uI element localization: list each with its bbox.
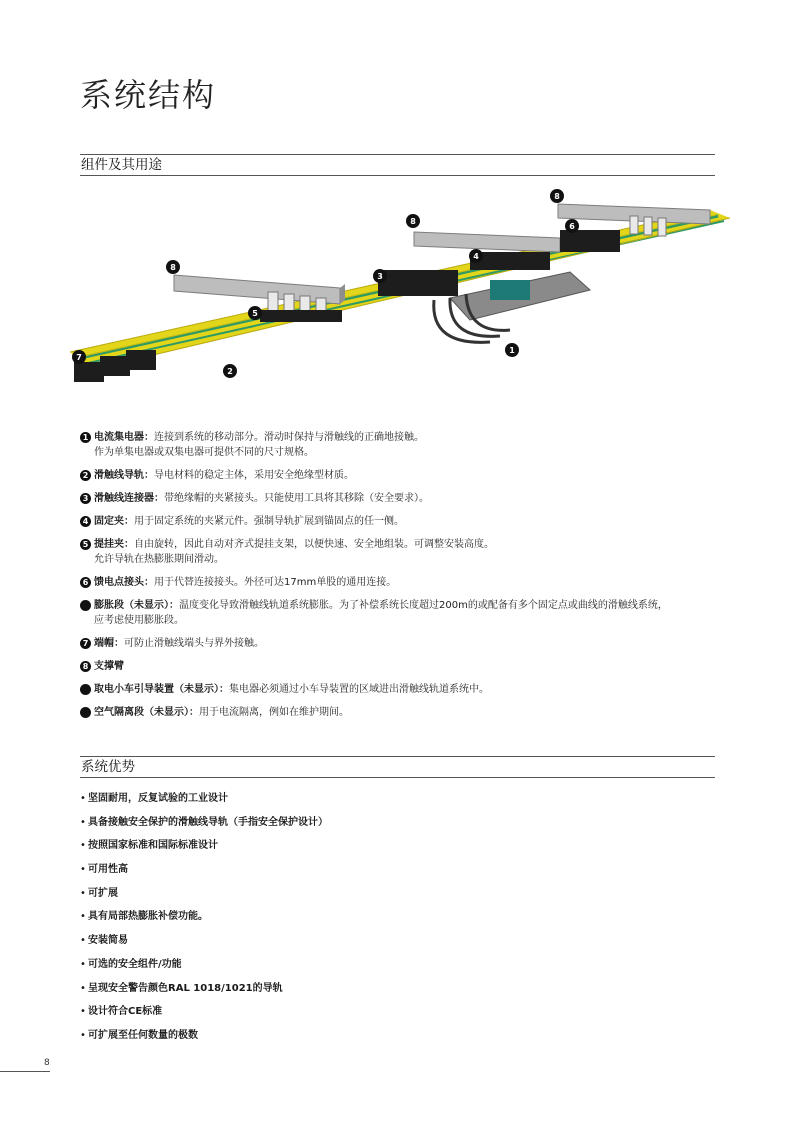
end-cap xyxy=(100,356,130,376)
legend-title: 电流集电器： xyxy=(94,432,154,443)
legend-marker: 2 xyxy=(80,470,91,481)
legend-item xyxy=(80,705,720,720)
support-arm xyxy=(174,275,340,304)
support-arm xyxy=(414,232,560,252)
component-legend xyxy=(80,430,720,728)
list-item: • 设计符合CE标准 xyxy=(80,1006,163,1018)
legend-desc: 带绝缘帽的夹紧接头。只能使用工具将其移除（安全要求）。 xyxy=(164,493,429,504)
legend-desc: 导电材料的稳定主体，采用安全绝缘型材质。 xyxy=(154,470,354,481)
list-item: • 可用性高 xyxy=(80,864,128,876)
feed-point xyxy=(560,230,620,252)
legend-item xyxy=(80,659,720,674)
legend-title: 端帽： xyxy=(94,638,124,649)
benefits-list xyxy=(80,792,720,1053)
svg-text:6: 6 xyxy=(569,222,575,231)
collector-shoe xyxy=(490,280,530,300)
svg-text:8: 8 xyxy=(170,263,176,272)
page-number: 8 xyxy=(44,1058,50,1068)
callout-8b xyxy=(406,214,420,228)
legend-title: 滑触线连接器： xyxy=(94,493,164,504)
end-cap xyxy=(74,362,104,382)
legend-marker: 7 xyxy=(80,638,91,649)
legend-title: 膨胀段（未显示）： xyxy=(94,600,179,611)
legend-desc-second-line: 应考虑使用膨胀段。 xyxy=(94,615,184,626)
callout-1 xyxy=(505,343,519,357)
svg-text:4: 4 xyxy=(473,252,479,261)
svg-text:2: 2 xyxy=(227,367,233,376)
legend-marker: 4 xyxy=(80,516,91,527)
legend-desc: 用于固定系统的夹紧元件。强制导轨扩展到锚固点的任一侧。 xyxy=(134,516,404,527)
legend-item xyxy=(80,430,720,460)
legend-desc: 用于代替连接接头。外径可达17mm单股的通用连接。 xyxy=(154,577,397,588)
list-item: • 安装简易 xyxy=(80,935,128,947)
list-item: • 具有局部热膨胀补偿功能。 xyxy=(80,911,208,923)
hanger-clamp xyxy=(260,310,342,322)
legend-desc: 连接到系统的移动部分。滑动时保持与滑触线的正确地接触。 xyxy=(154,432,424,443)
list-item: • 坚固耐用，反复试验的工业设计 xyxy=(80,793,228,804)
hanger-clamp xyxy=(644,217,652,235)
legend-title: 提挂夹： xyxy=(94,539,134,550)
section-heading-benefits: 系统优势 xyxy=(80,756,715,778)
list-item: • 呈现安全警告颜色RAL 1018/1021的导轨 xyxy=(80,982,283,994)
list-item: • 按照国家标准和国际标准设计 xyxy=(80,840,218,852)
section-heading-components: 组件及其用途 xyxy=(80,154,715,176)
legend-desc: 用于电流隔离，例如在维护期间。 xyxy=(199,707,349,718)
legend-item xyxy=(80,468,720,483)
legend-marker: 3 xyxy=(80,493,91,504)
svg-text:1: 1 xyxy=(509,346,515,355)
svg-text:8: 8 xyxy=(554,192,560,201)
legend-marker: 5 xyxy=(80,539,91,550)
list-item: • 可选的安全组件/功能 xyxy=(80,958,182,970)
connector xyxy=(378,270,458,296)
callout-5 xyxy=(248,306,262,320)
legend-marker xyxy=(80,600,91,611)
legend-desc: 自由旋转，因此自动对齐式提挂支架，以便快速、安全地组装。可调整安装高度。 xyxy=(134,539,494,550)
callout-6 xyxy=(565,219,579,233)
legend-item xyxy=(80,636,720,651)
legend-marker xyxy=(80,684,91,695)
legend-marker: 1 xyxy=(80,432,91,443)
svg-text:5: 5 xyxy=(252,309,258,318)
system-diagram xyxy=(70,180,730,408)
list-item: • 可扩展至任何数量的极数 xyxy=(80,1029,198,1041)
footer-rule xyxy=(0,1071,50,1072)
legend-item xyxy=(80,575,720,590)
legend-desc: 温度变化导致滑触线轨道系统膨胀。为了补偿系统长度超过200m的或配备有多个固定点或曲线的滑触线系统， xyxy=(179,600,668,611)
legend-item xyxy=(80,491,720,506)
legend-title: 空气隔离段（未显示）： xyxy=(94,707,199,718)
page-title: 系统结构 xyxy=(80,76,217,114)
legend-title: 馈电点接头： xyxy=(94,577,154,588)
hanger-clamp xyxy=(658,218,666,236)
list-item: • 可扩展 xyxy=(80,887,118,899)
legend-item xyxy=(80,682,720,697)
callout-8c xyxy=(550,189,564,203)
callout-2 xyxy=(223,364,237,378)
legend-title: 固定夹： xyxy=(94,516,134,527)
end-cap xyxy=(126,350,156,370)
svg-text:7: 7 xyxy=(76,353,82,362)
legend-title: 支撑臂 xyxy=(94,661,124,672)
svg-text:8: 8 xyxy=(410,217,416,226)
callout-3 xyxy=(373,269,387,283)
callout-7 xyxy=(72,350,86,364)
callout-8a xyxy=(166,260,180,274)
legend-desc: 可防止滑触线端头与界外接触。 xyxy=(124,638,264,649)
legend-desc-second-line: 作为单集电器或双集电器可提供不同的尺寸规格。 xyxy=(94,447,314,458)
legend-marker: 6 xyxy=(80,577,91,588)
legend-desc: 集电器必须通过小车导装置的区域进出滑触线轨道系统中。 xyxy=(229,684,489,695)
legend-title: 滑触线导轨： xyxy=(94,470,154,481)
list-item: • 具备接触安全保护的滑触线导轨（手指安全保护设计） xyxy=(80,816,328,828)
legend-marker xyxy=(80,707,91,718)
callout-4 xyxy=(469,249,483,263)
legend-item xyxy=(80,514,720,529)
legend-item xyxy=(80,598,720,628)
svg-text:3: 3 xyxy=(377,272,383,281)
legend-desc-second-line: 允许导轨在热膨胀期间滑动。 xyxy=(94,554,224,565)
legend-item xyxy=(80,537,720,567)
legend-title: 取电小车引导装置（未显示）： xyxy=(94,684,229,695)
legend-marker: 8 xyxy=(80,661,91,672)
hanger-clamp xyxy=(630,216,638,234)
